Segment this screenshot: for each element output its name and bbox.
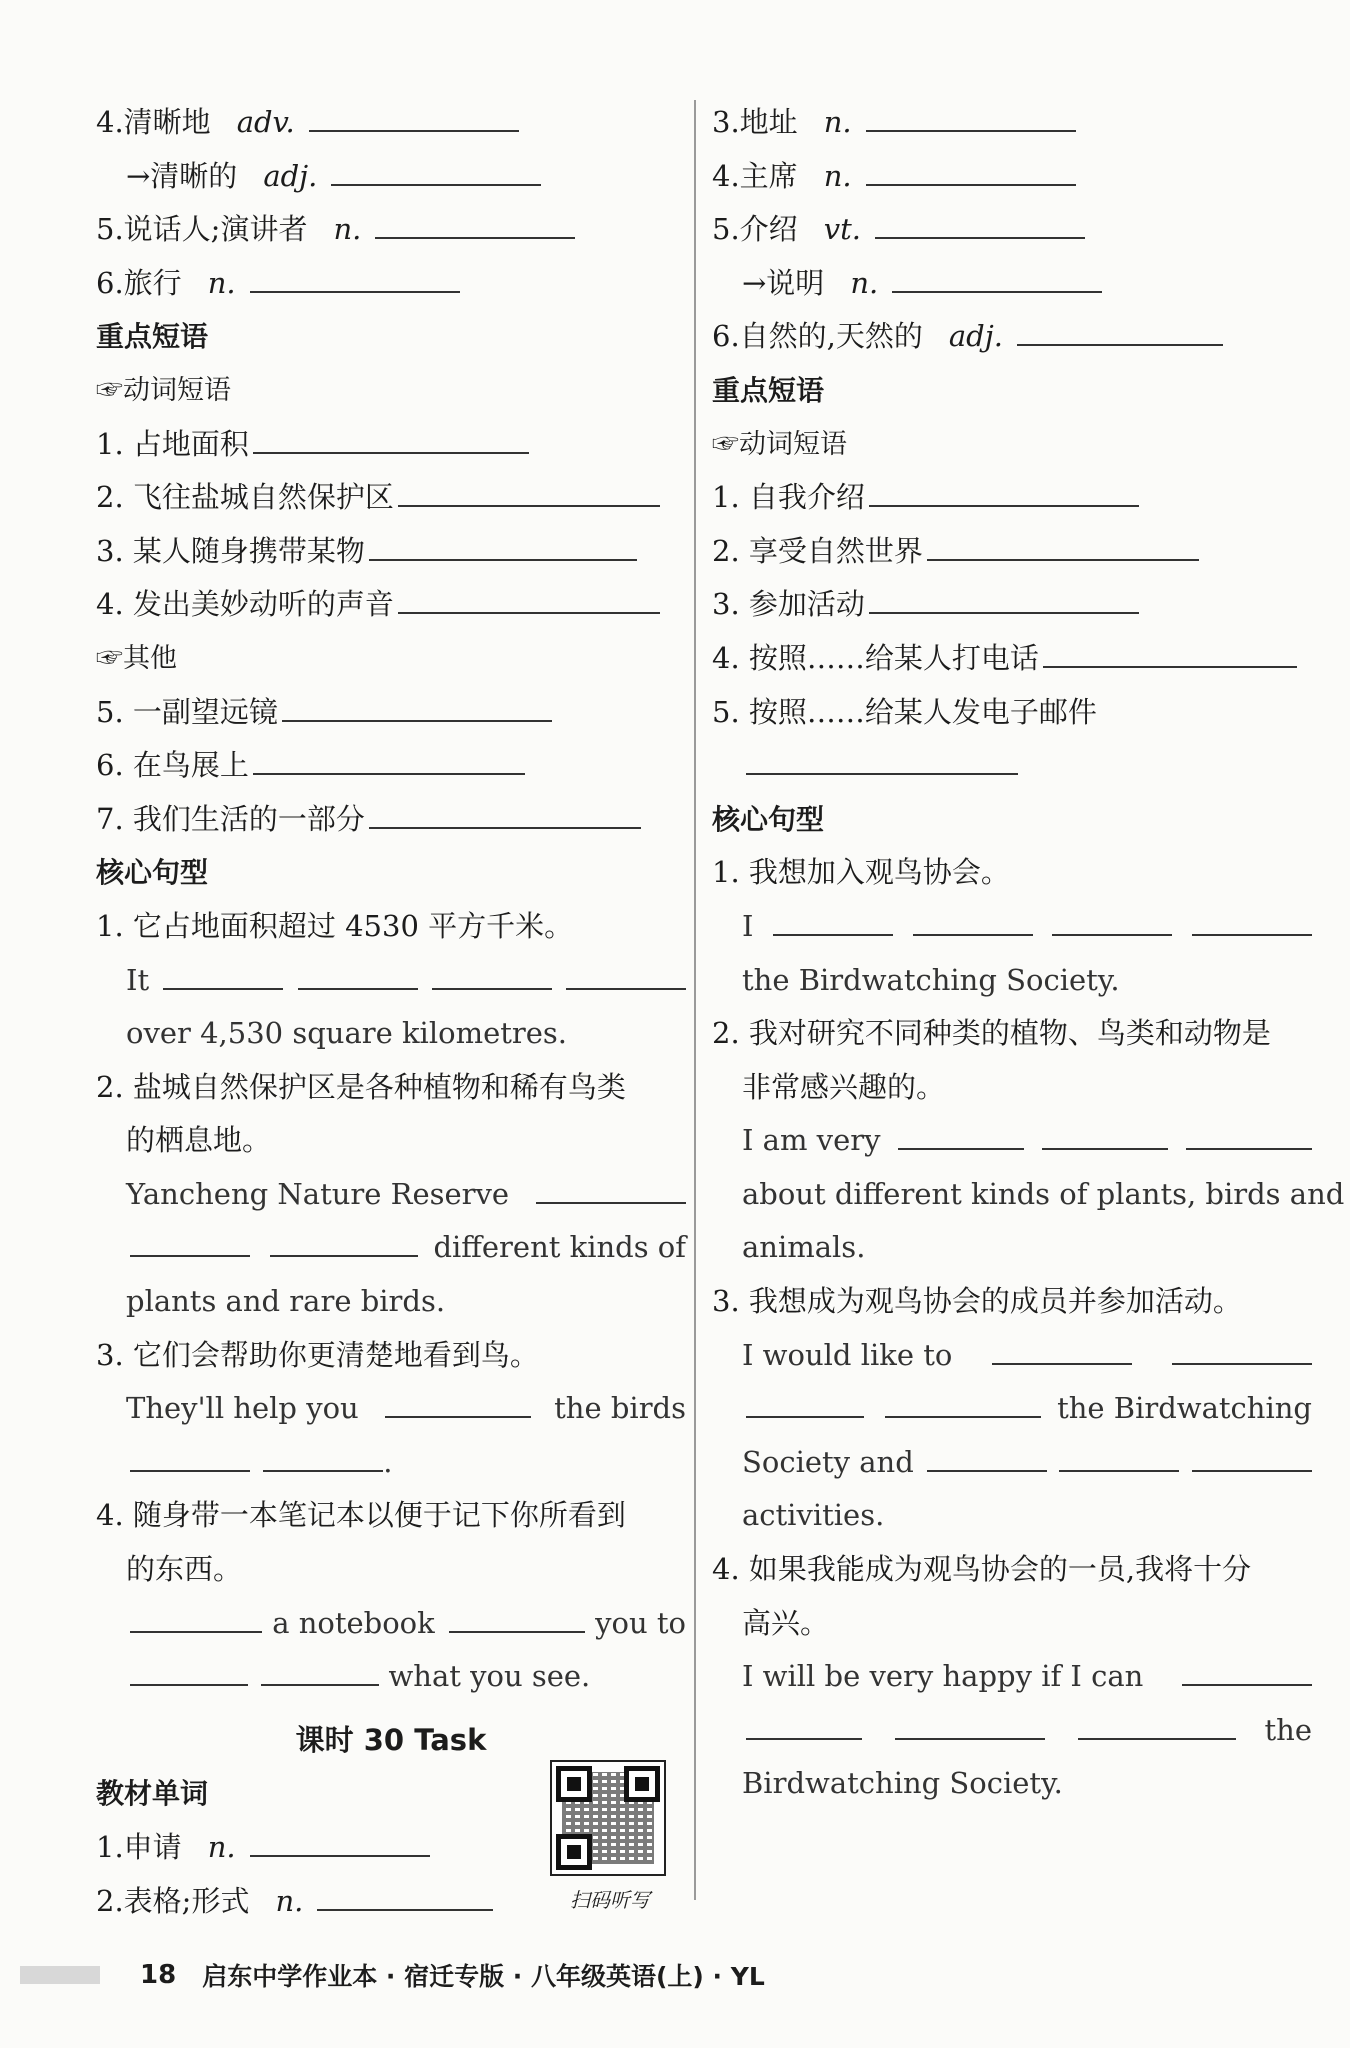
answer-blank[interactable] xyxy=(927,1440,1047,1472)
phrase-item: 1. 自我介绍 xyxy=(712,471,1312,525)
answer-blank[interactable] xyxy=(1192,904,1312,936)
qr-code-block xyxy=(550,1760,670,1913)
answer-blank[interactable] xyxy=(385,1386,531,1418)
right-column xyxy=(712,96,1345,1811)
answer-blank[interactable] xyxy=(432,958,552,990)
answer-blank[interactable] xyxy=(869,475,1139,507)
answer-blank[interactable] xyxy=(369,797,641,829)
sentence-en: plants and rare birds. xyxy=(126,1284,446,1319)
sentence-en: I xyxy=(712,900,1312,954)
answer-blank[interactable] xyxy=(250,261,460,293)
phrase-item: 2. 享受自然世界 xyxy=(712,525,1312,579)
sentence-en: It xyxy=(96,954,686,1008)
answer-blank[interactable] xyxy=(130,1225,250,1257)
answer-blank[interactable] xyxy=(885,1386,1041,1418)
phrase-item: 5. 按照……给某人发电子邮件 xyxy=(712,694,1097,729)
answer-blank[interactable] xyxy=(898,1118,1024,1150)
vocab-item: →说明 n. xyxy=(712,257,1312,311)
subsection-label: ☞动词短语 xyxy=(96,374,231,406)
answer-blank[interactable] xyxy=(163,958,283,990)
answer-blank[interactable] xyxy=(270,1225,418,1257)
sentence-cn: 4. 随身带一本笔记本以便于记下你所看到 xyxy=(96,1498,626,1533)
answer-blank[interactable] xyxy=(449,1601,585,1633)
answer-blank[interactable] xyxy=(298,958,418,990)
sentence-en: the Birdwatching xyxy=(712,1382,1312,1436)
vocab-item: 4.主席 n. xyxy=(712,150,1312,204)
answer-blank[interactable] xyxy=(375,207,575,239)
sentence-en: I would like to xyxy=(712,1329,1312,1383)
sentence-en: different kinds of xyxy=(96,1221,686,1275)
left-column xyxy=(96,96,686,1928)
sentence-en: I will be very happy if I can xyxy=(712,1650,1312,1704)
answer-blank[interactable] xyxy=(866,154,1076,186)
answer-blank[interactable] xyxy=(130,1601,262,1633)
answer-blank[interactable] xyxy=(1186,1118,1312,1150)
section-heading: 重点短语 xyxy=(712,373,825,407)
sentence-cn: 4. 如果我能成为观鸟协会的一员,我将十分 xyxy=(712,1552,1252,1587)
vocab-item: 6.旅行 n. xyxy=(96,257,686,311)
phrase-item: 7. 我们生活的一部分 xyxy=(96,793,686,847)
vocab-item: 6.自然的,天然的 adj. xyxy=(712,310,1312,364)
answer-blank[interactable] xyxy=(992,1333,1132,1365)
sentence-en: I am very xyxy=(712,1114,1312,1168)
vocab-item: 3.地址 n. xyxy=(712,96,1312,150)
vocab-item: 1.申请 n. xyxy=(96,1821,686,1875)
answer-blank[interactable] xyxy=(261,1654,379,1686)
sentence-en: . xyxy=(96,1436,686,1490)
sentence-en: animals. xyxy=(742,1230,866,1265)
phrase-item: 5. 一副望远镜 xyxy=(96,686,686,740)
sentence-cn: 3. 它们会帮助你更清楚地看到鸟。 xyxy=(96,1337,539,1372)
vocab-item: 2.表格;形式 n. xyxy=(96,1875,686,1929)
vocab-item: 4.清晰地 adv. xyxy=(96,96,686,150)
sentence-cn: 非常感兴趣的。 xyxy=(742,1069,946,1104)
phrase-item: 1. 占地面积 xyxy=(96,418,686,472)
answer-blank[interactable] xyxy=(317,1879,493,1911)
answer-blank[interactable] xyxy=(331,154,541,186)
phrase-item xyxy=(712,739,1312,793)
answer-blank[interactable] xyxy=(1042,1118,1168,1150)
subsection-label: ☞其他 xyxy=(96,642,177,674)
answer-blank[interactable] xyxy=(566,958,686,990)
answer-blank[interactable] xyxy=(130,1654,248,1686)
sentence-en: what you see. xyxy=(96,1650,686,1704)
page-number: 18 xyxy=(140,1960,177,1990)
qr-code-icon[interactable] xyxy=(550,1760,666,1876)
answer-blank[interactable] xyxy=(1017,314,1223,346)
answer-blank[interactable] xyxy=(1052,904,1172,936)
answer-blank[interactable] xyxy=(309,100,519,132)
vocab-item: 5.说话人;演讲者 n. xyxy=(96,203,686,257)
sentence-en: Birdwatching Society. xyxy=(742,1766,1063,1801)
answer-blank[interactable] xyxy=(875,207,1085,239)
phrase-item: 2. 飞往盐城自然保护区 xyxy=(96,471,686,525)
answer-blank[interactable] xyxy=(773,904,893,936)
section-heading: 核心句型 xyxy=(96,856,209,890)
column-divider xyxy=(694,100,696,1900)
answer-blank[interactable] xyxy=(892,261,1102,293)
sentence-en: the Birdwatching Society. xyxy=(742,962,1120,997)
answer-blank[interactable] xyxy=(536,1172,686,1204)
answer-blank[interactable] xyxy=(1182,1654,1312,1686)
answer-blank[interactable] xyxy=(369,529,637,561)
phrase-item: 3. 某人随身携带某物 xyxy=(96,525,686,579)
answer-blank[interactable] xyxy=(869,582,1139,614)
sentence-cn: 高兴。 xyxy=(742,1605,830,1640)
sentence-en: over 4,530 square kilometres. xyxy=(126,1016,568,1051)
sentence-cn: 1. 我想加入观鸟协会。 xyxy=(712,855,1010,890)
footer-decoration xyxy=(20,1966,100,1984)
answer-blank[interactable] xyxy=(895,1708,1045,1740)
sentence-cn: 3. 我想成为观鸟协会的成员并参加活动。 xyxy=(712,1284,1242,1319)
sentence-cn: 2. 盐城自然保护区是各种植物和稀有鸟类 xyxy=(96,1069,626,1104)
subsection-label: ☞动词短语 xyxy=(712,428,847,460)
section-heading: 教材单词 xyxy=(96,1777,209,1811)
answer-blank[interactable] xyxy=(282,690,552,722)
sentence-en: a notebook you to xyxy=(96,1597,686,1651)
answer-blank[interactable] xyxy=(253,422,529,454)
answer-blank[interactable] xyxy=(927,529,1199,561)
vocab-item: →清晰的 adj. xyxy=(96,150,686,204)
answer-blank[interactable] xyxy=(130,1440,250,1472)
sentence-en: Society and xyxy=(712,1436,1312,1490)
answer-blank[interactable] xyxy=(913,904,1033,936)
sentence-en: the xyxy=(712,1704,1312,1758)
answer-blank[interactable] xyxy=(1172,1333,1312,1365)
answer-blank[interactable] xyxy=(398,582,660,614)
answer-blank[interactable] xyxy=(1192,1440,1312,1472)
sentence-en: activities. xyxy=(742,1498,885,1533)
phrase-item: 3. 参加活动 xyxy=(712,578,1312,632)
phrase-item: 4. 发出美妙动听的声音 xyxy=(96,578,686,632)
sentence-en: Yancheng Nature Reserve xyxy=(96,1168,686,1222)
answer-blank[interactable] xyxy=(746,1708,862,1740)
section-heading: 重点短语 xyxy=(96,320,209,354)
answer-blank[interactable] xyxy=(1078,1708,1236,1740)
answer-blank[interactable] xyxy=(398,475,660,507)
answer-blank[interactable] xyxy=(866,100,1076,132)
answer-blank[interactable] xyxy=(1043,636,1297,668)
qr-caption: 扫码听写 xyxy=(570,1888,650,1912)
answer-blank[interactable] xyxy=(746,743,1018,775)
answer-blank[interactable] xyxy=(746,1386,864,1418)
book-title: 启东中学作业本 · 宿迁专版 · 八年级英语(上) · YL xyxy=(202,1962,765,1991)
answer-blank[interactable] xyxy=(253,743,525,775)
phrase-item: 4. 按照……给某人打电话 xyxy=(712,632,1312,686)
phrase-item: 6. 在鸟展上 xyxy=(96,739,686,793)
lesson-title: 课时 30 Task xyxy=(295,1722,487,1757)
vocab-item: 5.介绍 vt. xyxy=(712,203,1312,257)
sentence-cn: 的东西。 xyxy=(126,1552,243,1587)
sentence-cn: 1. 它占地面积超过 4530 平方千米。 xyxy=(96,908,574,943)
section-heading: 核心句型 xyxy=(712,802,825,836)
answer-blank[interactable] xyxy=(263,1440,383,1472)
sentence-cn: 的栖息地。 xyxy=(126,1123,272,1158)
sentence-cn: 2. 我对研究不同种类的植物、鸟类和动物是 xyxy=(712,1016,1271,1051)
sentence-en: about different kinds of plants, birds and xyxy=(742,1176,1345,1211)
answer-blank[interactable] xyxy=(250,1825,430,1857)
answer-blank[interactable] xyxy=(1059,1440,1179,1472)
page-footer xyxy=(20,1955,1320,1995)
sentence-en: They'll help you the birds xyxy=(96,1382,686,1436)
